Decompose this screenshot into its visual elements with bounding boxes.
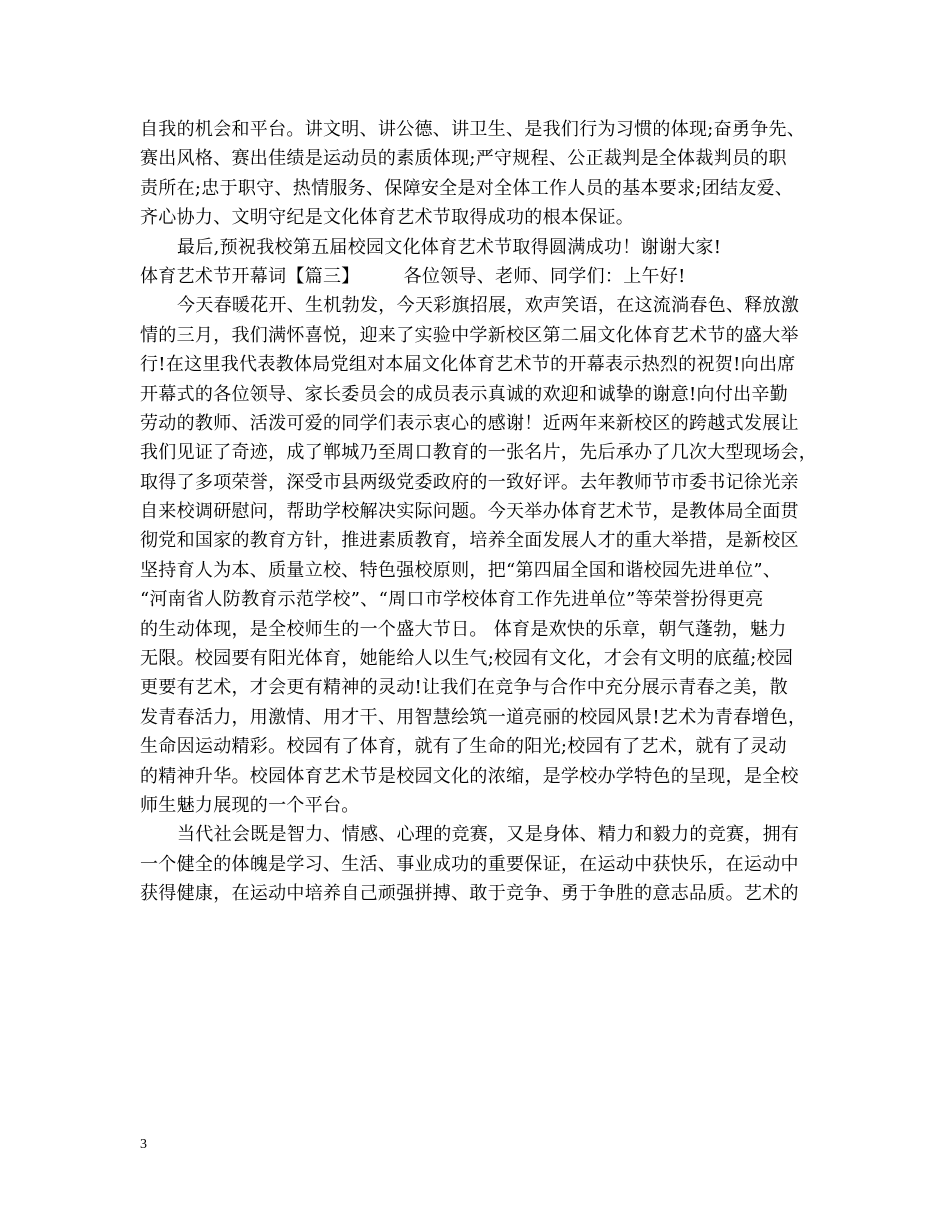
text-line: 彻党和国家的教育方针，推进素质教育，培养全面发展人才的重大举措，是新校区 — [140, 530, 799, 552]
text-line: 自我的机会和平台。讲文明、讲公德、讲卫生、是我们行为习惯的体现;奋勇争先、 — [140, 119, 806, 140]
text-line: 师生魅力展现的一个平台。 — [140, 794, 360, 816]
text-line: 今天春暖花开、生机勃发，今天彩旗招展，欢声笑语，在这流淌春色、释放激 — [177, 295, 800, 317]
text-line: 开幕式的各位领导、家长委员会的成员表示真诚的欢迎和诚挚的谢意!向付出辛勤 — [140, 383, 789, 405]
text-line: 劳动的教师、活泼可爱的同学们表示衷心的感谢！近两年来新校区的跨越式发展让 — [140, 412, 799, 434]
text-line: 当代社会既是智力、情感、心理的竞赛，又是身体、精力和毅力的竞赛，拥有 — [177, 824, 800, 846]
greeting: 各位领导、老师、同学们：上午好! — [403, 265, 686, 287]
section-title: 体育艺术节开幕词【篇三】 — [140, 265, 360, 287]
text-line: 的精神升华。校园体育艺术节是校园文化的浓缩，是学校办学特色的呈现，是全校 — [140, 765, 799, 787]
text-line: 情的三月，我们满怀喜悦，迎来了实验中学新校区第二届文化体育艺术节的盛大举 — [140, 324, 799, 346]
text-line: “河南省人防教育示范学校”、“周口市学校体育工作先进单位”等荣誉扮得更亮 — [140, 589, 764, 611]
text-line: 发青春活力，用激情、用才干、用智慧绘筑一道亮丽的校园风景!艺术为青春增色， — [140, 706, 807, 728]
text-line: 行!在这里我代表教体局党组对本届文化体育艺术节的开幕表示热烈的祝贺!向出席 — [140, 354, 796, 376]
text-line: 更要有艺术，才会更有精神的灵动!让我们在竞争与合作中充分展示青春之美，散 — [140, 677, 789, 699]
text-line: 一个健全的体魄是学习、生活、事业成功的重要保证，在运动中获快乐，在运动中 — [140, 853, 799, 875]
text-line: 自来校调研慰问，帮助学校解决实际问题。今天举办体育艺术节，是教体局全面贯 — [140, 501, 799, 523]
text-line: 责所在;忠于职守、热情服务、保障安全是对全体工作人员的基本要求;团结友爱、 — [140, 177, 794, 199]
section-heading-line — [140, 262, 820, 291]
text-line: 坚持育人为本、质量立校、特色强校原则，把“第四届全国和谐校园先进单位”、 — [140, 559, 782, 581]
text-line: 生命因运动精彩。校园有了体育，就有了生命的阳光;校园有了艺术，就有了灵动 — [140, 736, 787, 758]
text-line: 的生动体现，是全校师生的一个盛大节日。 体育是欢快的乐章，朝气蓬勃，魅力 — [140, 618, 787, 640]
text-line: 无限。校园要有阳光体育，她能给人以生气;校园有文化，才会有文明的底蕴;校园 — [140, 648, 794, 670]
text-line: 齐心协力、文明守纪是文化体育艺术节取得成功的根本保证。 — [140, 207, 635, 229]
document-body — [140, 115, 820, 909]
text-line: 最后,预祝我校第五届校园文化体育艺术节取得圆满成功！谢谢大家! — [177, 236, 722, 258]
text-line: 获得健康，在运动中培养自己顽强拼搏、敢于竞争、勇于争胜的意志品质。艺术的 — [140, 883, 799, 905]
text-line: 我们见证了奇迹，成了郸城乃至周口教育的一张名片，先后承办了几次大型现场会， — [140, 442, 818, 464]
text-line: 取得了多项荣誉，深受市县两级党委政府的一致好评。去年教师节市委书记徐光亲 — [140, 471, 799, 493]
text-line: 赛出风格、赛出佳绩是运动员的素质体现;严守规程、公正裁判是全体裁判员的职 — [140, 148, 787, 170]
page-number: 3 — [140, 1137, 147, 1152]
